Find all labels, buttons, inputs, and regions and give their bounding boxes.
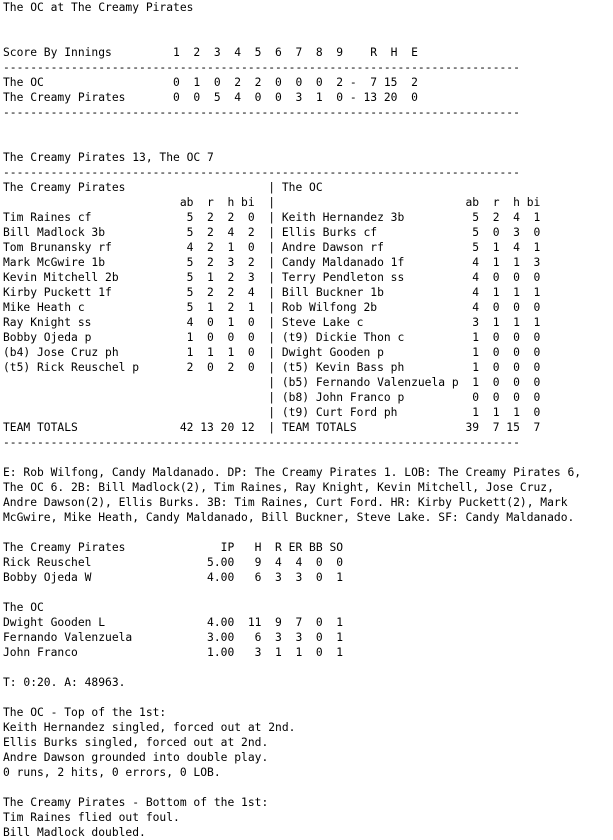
divider-line: ---------------------------------------------------------------------------- bbox=[3, 61, 520, 74]
text-line: John Franco 1.00 3 1 1 0 1 bbox=[3, 646, 344, 659]
text-line: | (b8) John Franco p 0 0 0 0 bbox=[3, 391, 541, 404]
text-line: Mark McGwire 1b 5 2 3 2 | Candy Maldanado 1f 4 1 1 3 bbox=[3, 256, 541, 269]
text-line: The Creamy Pirates | The OC bbox=[3, 181, 323, 194]
text-line: T: 0:20. A: 48963. bbox=[3, 676, 126, 689]
text-line: ab r h bi | ab r h bi bbox=[3, 196, 541, 209]
text-line: (b4) Jose Cruz ph 1 1 1 0 | Dwight Gooden p 1 0 0 0 bbox=[3, 346, 541, 359]
text-line: | (b5) Fernando Valenzuela p 1 0 0 0 bbox=[3, 376, 541, 389]
text-line bbox=[3, 135, 581, 150]
text-line: Bobby Ojeda p 1 0 0 0 | (t9) Dickie Thon c 1 0 0 0 bbox=[3, 331, 541, 344]
text-line: Andre Dawson grounded into double play. bbox=[3, 751, 269, 764]
text-line: Score By Innings 1 2 3 4 5 6 7 8 9 R H E bbox=[3, 46, 418, 59]
text-line: Tim Raines flied out foul. bbox=[3, 811, 180, 824]
text-line: E: Rob Wilfong, Candy Maldanado. DP: The Creamy Pirates 1. LOB: The Creamy Pirates 6, bbox=[3, 466, 582, 479]
text-line: Rick Reuschel 5.00 9 4 4 0 0 bbox=[3, 556, 344, 569]
text-line: TEAM TOTALS 42 13 20 12 | TEAM TOTALS 39 7 15 7 bbox=[3, 421, 541, 434]
text-line: Bill Madlock doubled. bbox=[3, 826, 146, 839]
text-line: The OC 0 1 0 2 2 0 0 0 2 - 7 15 2 bbox=[3, 76, 418, 89]
text-line bbox=[3, 450, 581, 465]
text-line: Ellis Burks singled, forced out at 2nd. bbox=[3, 736, 269, 749]
text-line: Mike Heath c 5 1 2 1 | Rob Wilfong 2b 4 0 0 0 bbox=[3, 301, 541, 314]
text-line: Ray Knight ss 4 0 1 0 | Steve Lake c 3 1 1 1 bbox=[3, 316, 541, 329]
text-line bbox=[3, 690, 581, 705]
text-line: Dwight Gooden L 4.00 11 9 7 0 1 bbox=[3, 616, 344, 629]
text-line: The OC - Top of the 1st: bbox=[3, 706, 167, 719]
text-line bbox=[3, 15, 581, 30]
text-line: 0 runs, 2 hits, 0 errors, 0 LOB. bbox=[3, 766, 221, 779]
text-line: The Creamy Pirates 0 0 5 4 0 0 3 1 0 - 13 20 0 bbox=[3, 91, 418, 104]
text-line bbox=[3, 30, 581, 45]
text-line: Keith Hernandez singled, forced out at 2nd. bbox=[3, 721, 296, 734]
text-line: Bobby Ojeda W 4.00 6 3 3 0 1 bbox=[3, 571, 344, 584]
text-line: The Creamy Pirates IP H R ER BB SO bbox=[3, 541, 344, 554]
divider-line: ---------------------------------------------------------------------------- bbox=[3, 106, 520, 119]
text-line bbox=[3, 525, 581, 540]
box-score-document bbox=[3, 0, 581, 840]
text-line bbox=[3, 780, 581, 795]
text-line: (t5) Rick Reuschel p 2 0 2 0 | (t5) Kevin Bass ph 1 0 0 0 bbox=[3, 361, 541, 374]
text-line bbox=[3, 660, 581, 675]
text-line: The Creamy Pirates - Bottom of the 1st: bbox=[3, 796, 269, 809]
text-line: The Creamy Pirates 13, The OC 7 bbox=[3, 151, 214, 164]
text-line: | (t9) Curt Ford ph 1 1 1 0 bbox=[3, 406, 541, 419]
text-line bbox=[3, 585, 581, 600]
text-line: Fernando Valenzuela 3.00 6 3 3 0 1 bbox=[3, 631, 344, 644]
text-line: Kevin Mitchell 2b 5 1 2 3 | Terry Pendleton ss 4 0 0 0 bbox=[3, 271, 541, 284]
text-line: Kirby Puckett 1f 5 2 2 4 | Bill Buckner 1b 4 1 1 1 bbox=[3, 286, 541, 299]
text-line: Bill Madlock 3b 5 2 4 2 | Ellis Burks cf 5 0 3 0 bbox=[3, 226, 541, 239]
text-line: Andre Dawson(2), Ellis Burks. 3B: Tim Raines, Curt Ford. HR: Kirby Puckett(2), Mark bbox=[3, 496, 568, 509]
text-line: Tim Raines cf 5 2 2 0 | Keith Hernandez 3b 5 2 4 1 bbox=[3, 211, 541, 224]
text-line: The OC 6. 2B: Bill Madlock(2), Tim Raines, Ray Knight, Kevin Mitchell, Jose Cruz, bbox=[3, 481, 554, 494]
divider-line: ---------------------------------------------------------------------------- bbox=[3, 166, 520, 179]
text-line bbox=[3, 120, 581, 135]
divider-line: ---------------------------------------------------------------------------- bbox=[3, 436, 520, 449]
text-line: Tom Brunansky rf 4 2 1 0 | Andre Dawson rf 5 1 4 1 bbox=[3, 241, 541, 254]
text-line: The OC bbox=[3, 601, 44, 614]
text-line: The OC at The Creamy Pirates bbox=[3, 1, 194, 14]
text-line: McGwire, Mike Heath, Candy Maldanado, Bill Buckner, Steve Lake. SF: Candy Maldanado. bbox=[3, 511, 575, 524]
